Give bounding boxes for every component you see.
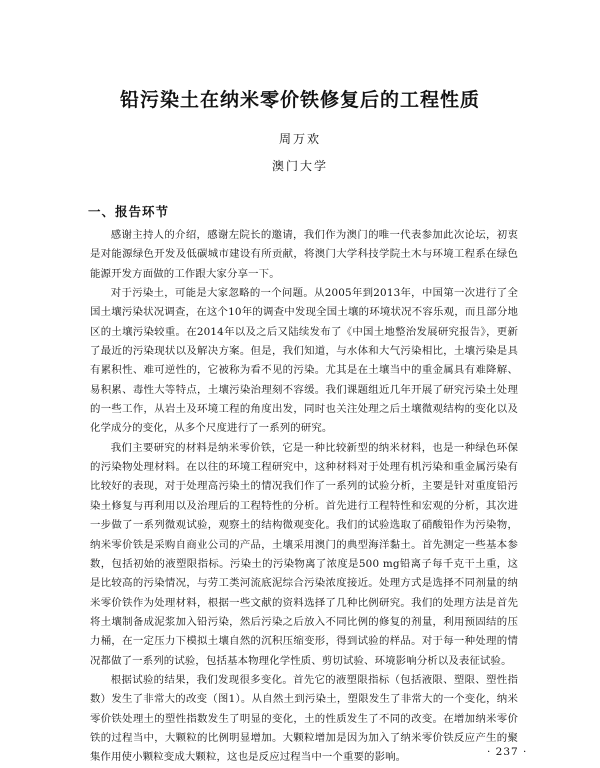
page-title: 铅污染土在纳米零价铁修复后的工程性质 — [119, 89, 480, 111]
paragraph: 我们主要研究的材料是纳米零价铁，它是一种比较新型的纳米材料，也是一种绿色环保的污染物处理材料。在以往的环境工程研究中，这种材料对于处理有机污染和重金属污染有比较好的表现，对于处理高污染土的情况我们作了一系列的试验分析，主要是针对重度铅污染土修复与再利用以及治理后的工程特性的分析。首先进行工程特性和宏观的分析，其次进一步做了一系列微观试验，观察土的结构微观变化。我们的试验选取了硝酸铅作为污染物，纳米零价铁是采购自商业公司的产品，土壤采用澳门的典型海洋黏土。首先测定一些基本参数，包括初始的液塑限指标。污染土的污染物离了浓度是500 mg铅离子每千克干土重，这是比较高的污染情况，与劳工类河流底泥综合污染浓度接近。处理方式是选择不同剂量的纳米零价铁作为处理材料，根据一些文献的资料选择了几种比例研究。我们的处理方法是首先将土壤制备成泥浆加入铅污染，然后污染之后放入不同比例的修复的剂量，利用预固结的压力桶，在一定压力下模拟土壤自然的沉积压缩变形，得到试验的样品。对于每一种处理的情况都做了一系列的试验，包括基本物理化学性质、剪切试验、环境影响分析以及表征试验。 — [90, 441, 518, 667]
page-number: · 237 · — [487, 746, 528, 758]
paragraph: 感谢主持人的介绍，感谢左院长的邀请，我们作为澳门的唯一代表参加此次论坛，初衷是对能源绿色开发及低碳城市建设有所贡献，将澳门大学科技学院土木与环境工程系在绿色能源开发方面做的工作跟大家分享一下。 — [90, 229, 518, 280]
paragraph: 根据试验的结果，我们发现很多变化。首先它的液塑限指标（包括液限、塑限、塑性指数）发生了非常大的改变（图1）。从自然土到污染土，塑限发生了非常大的一个变化，纳米零价铁处理土的塑性指数发生了明显的变化，土的性质发生了不同的改变。在增加纳米零价铁的过程当中，大颗粒的比例明显增加。大颗粒增加是因为加入了纳米零价铁反应产生的聚集作用使小颗粒变成大颗粒，这也是反应过程当中一个重要的影响。 — [90, 673, 518, 764]
paragraph: 对于污染土，可能是大家忽略的一个问题。从2005年到2013年，中国第一次进行了全国土壤污染状况调查，在这个10年的调查中发现全国土壤的环境状况不容乐观，而且部分地区的土壤污染较重。在2014年以及之后又陆续发布了《中国土地整治发展研究报告》，更新了最近的污染现状以及解决方案。但是，我们知道，与水体和大气污染相比，土壤污染是具有累积性、难可逆性的，它被称为看不见的污染。尤其是在土壤当中的重金属具有难降解、易积累、毒性大等特点，土壤污染治理刻不容缓。我们课题组近几年开展了研究污染土处理的一些工作，从岩土及环境工程的角度出发，同时也关注处理之后土壤微观结构的变化以及化学成分的变化，从多个尺度进行了一系列的研究。 — [90, 287, 518, 435]
body-text — [90, 226, 518, 768]
section-heading: 一、报告环节 — [88, 204, 170, 219]
author-affiliation: 澳门大学 — [271, 159, 328, 173]
author-name: 周万欢 — [278, 132, 321, 146]
